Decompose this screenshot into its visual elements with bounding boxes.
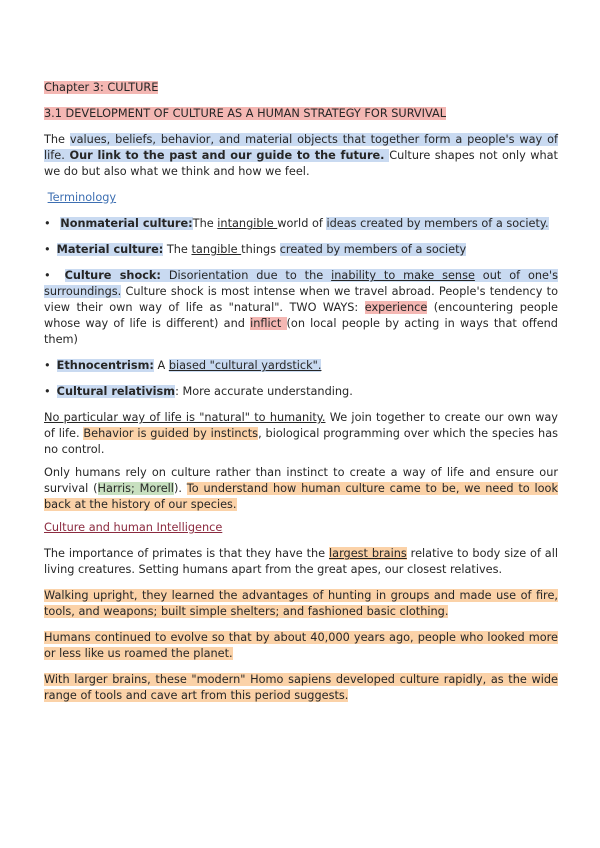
list-item-nonmaterial: • Nonmaterial culture:The intangible world of ideas created by members of a society. [44,217,549,230]
brains-paragraph: With larger brains, these "modern" Homo sapiens developed culture rapidly, as the wide range of tools and cave art from this period suggests. [44,673,558,702]
section-title: 3.1 DEVELOPMENT OF CULTURE AS A HUMAN STRATEGY FOR SURVIVAL [44,107,447,120]
only-humans-paragraph: Only humans rely on culture rather than instinct to create a way of life and ensure our survival (Harris; Morell). To understand how human culture came to be, we need to look back at the history of our species. [44,466,558,511]
list-item-cultural-relativism: • Cultural relativism: More accurate understanding. [44,385,353,398]
evolve-paragraph: Humans continued to evolve so that by about 40,000 years ago, people who looked more or less like us roamed the planet. [44,631,558,660]
list-item-ethnocentrism: • Ethnocentrism: A biased "cultural yardstick". [44,359,322,372]
terminology-heading[interactable]: Terminology [47,191,117,204]
list-item-material: • Material culture: The tangible things created by members of a society [44,243,467,256]
culture-intelligence-heading[interactable]: Culture and human Intelligence [44,521,223,534]
primates-paragraph: The importance of primates is that they have the largest brains relative to body size of all living creatures. Setting humans apart from the great apes, our closest relatives. [44,547,559,576]
chapter-title: Chapter 3: CULTURE [44,81,159,94]
list-item-culture-shock: • Culture shock: Disorientation due to the inability to make sense out of one's surroundings. Culture shock is most intense when we travel abroad. People's tendency to view their own way of life as "natural". TWO WAYS: experience (encountering people whose way of life is different) and inflict (on local people by acting in ways that offend them) [44,269,558,346]
walking-paragraph: Walking upright, they learned the advantages of hunting in groups and made use of fire, tools, and weapons; built simple shelters; and fashioned basic clothing. [44,589,558,618]
intro-paragraph: The values, beliefs, behavior, and material objects that together form a people's way of life. Our link to the past and our guide to the future. Culture shapes not only what we do but also what we think and how we feel. [44,133,559,178]
natural-paragraph: No particular way of life is "natural" to humanity. We join together to create our own way of life. Behavior is guided by instincts, biological programming over which the species has no control. [44,411,559,456]
